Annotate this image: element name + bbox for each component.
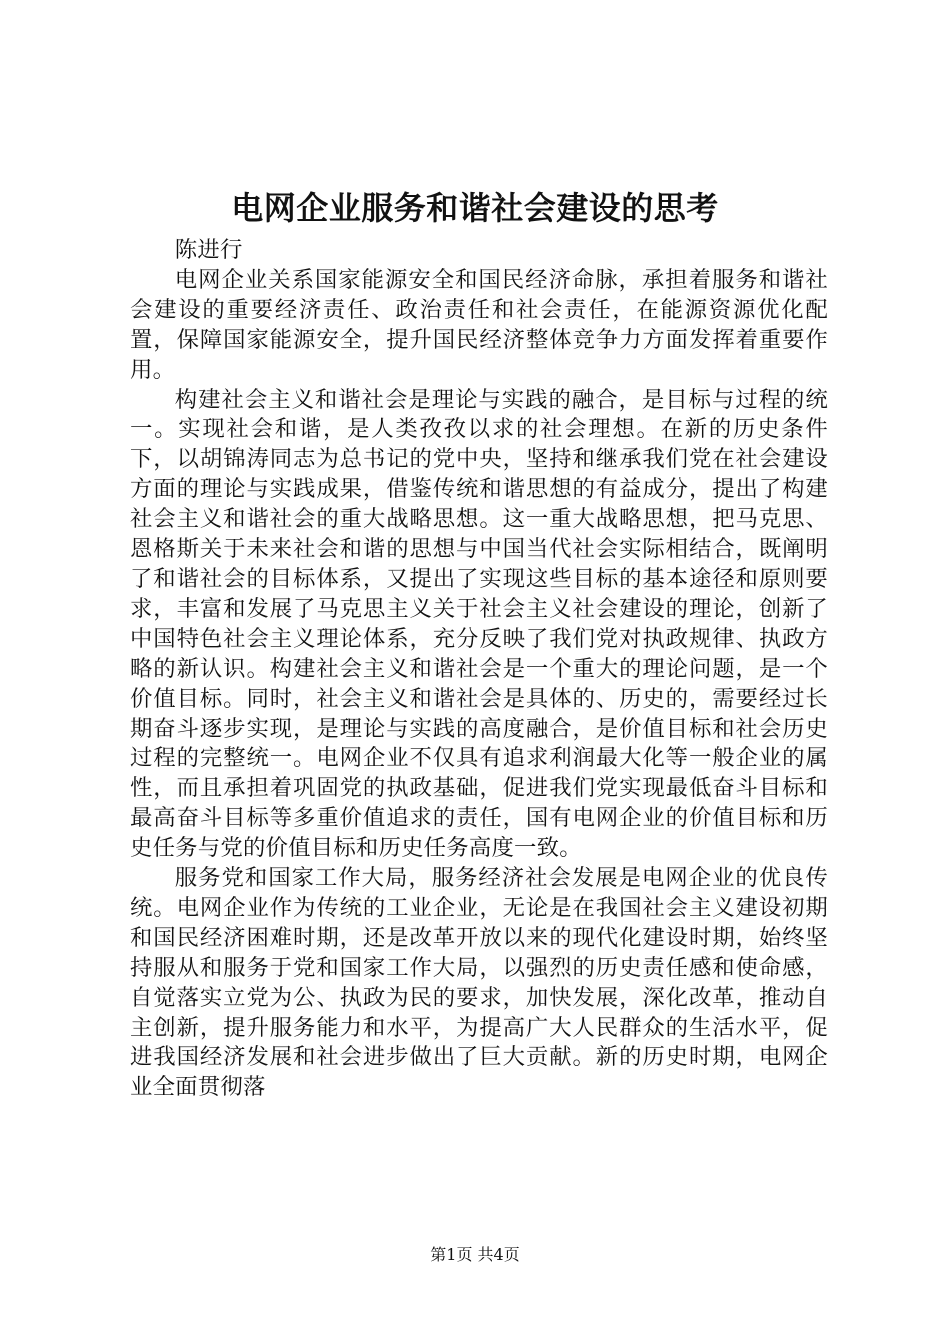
document-title: 电网企业服务和谐社会建设的思考 [231, 189, 719, 227]
paragraph-1: 电网企业关系国家能源安全和国民经济命脉，承担着服务和谐社会建设的重要经济责任、政治责任和社会责任，在能源资源优化配置，保障国家能源安全，提升国民经济整体竞争力方面发挥着重要作用。 [130, 266, 828, 383]
page-footer: 第1页 共4页 [430, 1245, 520, 1264]
paragraph-3: 服务党和国家工作大局，服务经济社会发展是电网企业的优良传统。电网企业作为传统的工业企业，无论是在我国社会主义建设初期和国民经济困难时期，还是改革开放以来的现代化建设时期，始终坚持服从和服务于党和国家工作大局，以强烈的历史责任感和使命感，自觉落实立党为公、执政为民的要求，加快发展，深化改革，推动自主创新，提升服务能力和水平，为提高广大人民群众的生活水平，促进我国经济发展和社会进步做出了巨大贡献。新的历史时期，电网企业全面贯彻落 [130, 865, 828, 1101]
author-line: 陈进行 [174, 237, 243, 263]
paragraph-2: 构建社会主义和谐社会是理论与实践的融合，是目标与过程的统一。实现社会和谐，是人类孜孜以求的社会理想。在新的历史条件下，以胡锦涛同志为总书记的党中央，坚持和继承我们党在社会建设方面的理论与实践成果，借鉴传统和谐思想的有益成分，提出了构建社会主义和谐社会的重大战略思想。这一重大战略思想，把马克思、恩格斯关于未来社会和谐的思想与中国当代社会实际相结合，既阐明了和谐社会的目标体系，又提出了实现这些目标的基本途径和原则要求，丰富和发展了马克思主义关于社会主义社会建设的理论，创新了中国特色社会主义理论体系，充分反映了我们党对执政规律、执政方略的新认识。构建社会主义和谐社会是一个重大的理论问题，是一个价值目标。同时，社会主义和谐社会是具体的、历史的，需要经过长期奋斗逐步实现，是理论与实践的高度融合，是价值目标和社会历史过程的完整统一。电网企业不仅具有追求利润最大化等一般企业的属性，而且承担着巩固党的执政基础，促进我们党实现最低奋斗目标和最高奋斗目标等多重价值追求的责任，国有电网企业的价值目标和历史任务与党的价值目标和历史任务高度一致。 [130, 386, 828, 862]
document-body [130, 236, 828, 1103]
